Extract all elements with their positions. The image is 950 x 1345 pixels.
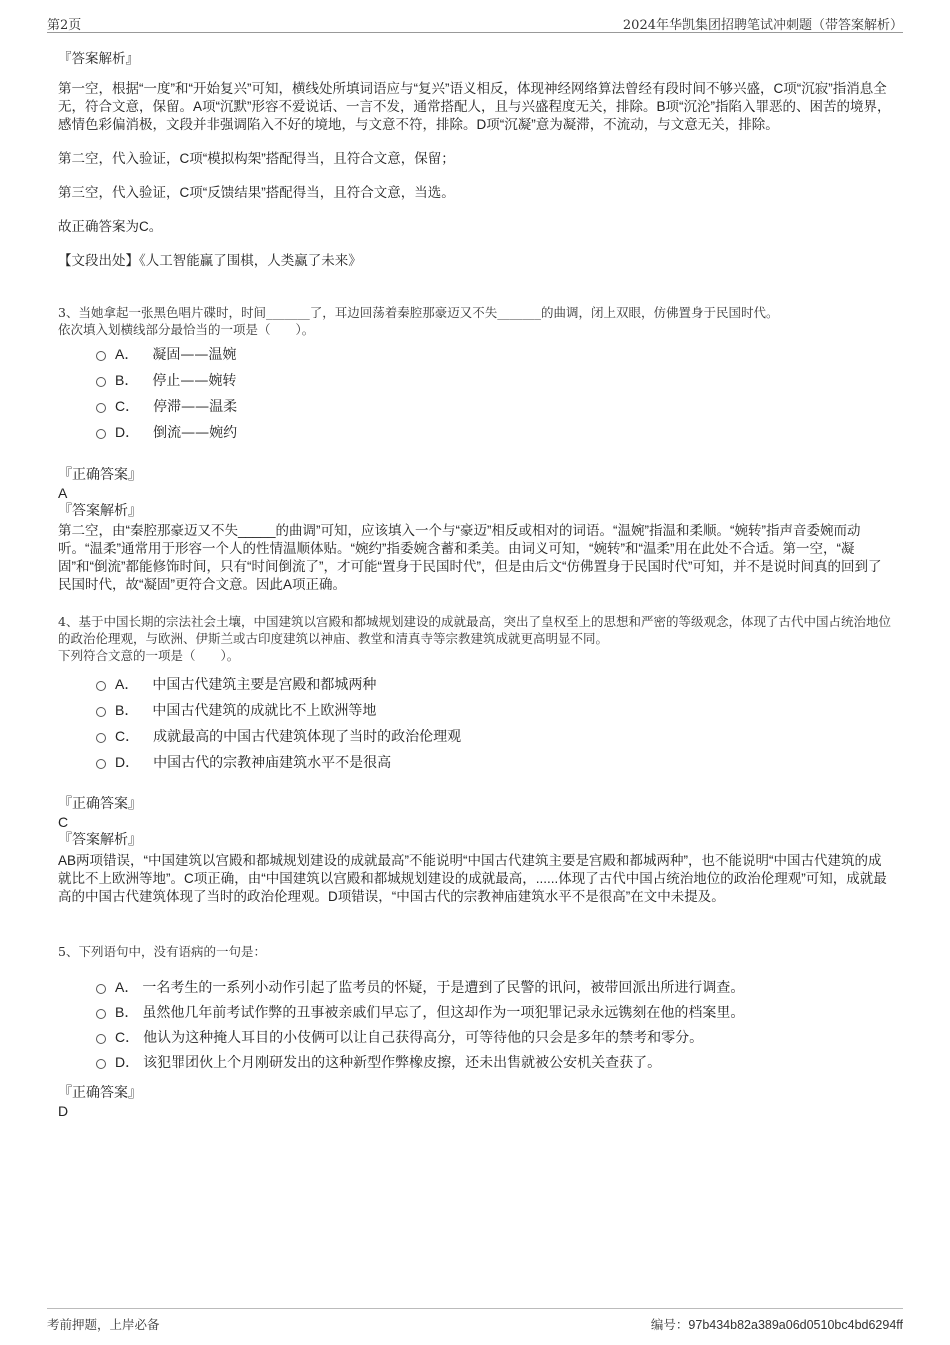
correct-answer: A	[58, 485, 68, 501]
document-title: 2024年华凯集团招聘笔试冲刺题（带答案解析）	[622, 18, 903, 33]
q4-option-d[interactable]: D． 中国古代的宗教神庙建筑水平不是很高	[96, 751, 391, 773]
q5-option-d[interactable]: D． 该犯罪团伙上个月刚研发出的这种新型作弊橡皮擦，还未出售就被公安机关查获了。	[96, 1051, 661, 1073]
page-header	[47, 12, 903, 33]
footer-slogan: 考前押题，上岸必备	[47, 1317, 160, 1332]
radio-button[interactable]	[96, 984, 106, 994]
text-source: 【文段出处】《人工智能赢了围棋，人类赢了未来》	[58, 253, 362, 268]
q4-option-b[interactable]: B． 中国古代建筑的成就比不上欧洲等地	[96, 699, 376, 721]
question-stem: 3、当她拿起一张黑色唱片碟时，时间_______了，耳边回荡着秦腔那豪迈又不失_______的曲调，闭上双眼，仿佛置身于民国时代。	[58, 305, 779, 320]
radio-button[interactable]	[96, 707, 106, 717]
question-5	[58, 943, 894, 960]
answer-analysis-label: 『答案解析』	[58, 503, 142, 519]
correct-answer-label: 『正确答案』	[58, 796, 142, 812]
question-prompt: 依次填入划横线部分最恰当的一项是（ ）。	[58, 322, 315, 337]
answer-analysis-label: 『答案解析』	[58, 832, 142, 848]
analysis-text: 第二空，由“秦腔那豪迈又不失_____的曲调”可知，应该填入一个与“豪迈”相反或相对的词语。“温婉”指温和柔顺。“婉转”指声音委婉而动听。“温柔”通常用于形容一个人的性情温顺体贴。“婉约”指委婉含蓄和柔美。由词义可知，“婉转”和“温柔”用在此处不合适。第一空，“凝固”和“倒流”都能修饰时间，只有“时间倒流了”，才可能“置身于民国时代”，但是由后文“仿佛置身于民国时代”可知，并不是说时间真的回到了民国时代，故“凝固”更符合文意。因此A项正确。	[58, 523, 882, 592]
q3-answer-block	[58, 466, 142, 520]
q3-option-b[interactable]: B． 停止——婉转	[96, 369, 236, 391]
analysis-paragraph-1: 第一空，根据“一度”和“开始复兴”可知，横线处所填词语应与“复兴”语义相反，体现神经网络算法曾经有段时间不够兴盛，C项“沉寂”指消息全无，符合文意，保留。A项“沉默”形容不爱说话、一言不发，通常搭配人，且与兴盛程度无关，排除。B项“沉沦”指陷入罪恶的、困苦的境界，感情色彩偏消极，文段并非强调陷入不好的境地，与文意不符，排除。D项“沉凝”意为凝滞，不流动，与文意无关，排除。	[58, 81, 891, 132]
q4-answer-block	[58, 795, 142, 849]
question-3	[58, 304, 894, 338]
q4-analysis	[58, 852, 894, 906]
question-prompt: 下列符合文意的一项是（ ）。	[58, 648, 240, 663]
question-stem: 5、下列语句中，没有语病的一句是：	[58, 944, 266, 959]
page-number: 第2页	[47, 18, 82, 33]
radio-button[interactable]	[96, 759, 106, 769]
q3-option-d[interactable]: D． 倒流——婉约	[96, 421, 237, 443]
radio-button[interactable]	[96, 429, 106, 439]
answer-analysis-label: 『答案解析』	[58, 51, 139, 67]
q5-option-a[interactable]: A． 一名考生的一系列小动作引起了监考员的怀疑，于是遭到了民警的讯问，被带回派出所进行调查。	[96, 976, 744, 998]
analysis-text: AB两项错误，“中国建筑以宫殿和都城规划建设的成就最高”不能说明“中国古代建筑主要是宫殿和都城两种”，也不能说明“中国古代建筑的成就比不上欧洲等地”。C项正确，由“中国建筑以宫殿和都城规划建设的成就最高，......体现了古代中国占统治地位的政治伦理观”可知，成就最高的中国古代建筑体现了当时的政治伦理观。D项错误，“中国古代的宗教神庙建筑水平不是很高”在文中未提及。	[58, 853, 887, 904]
radio-button[interactable]	[96, 403, 106, 413]
q5-option-b[interactable]: B． 虽然他几年前考试作弊的丑事被亲戚们早忘了，但这却作为一项犯罪记录永远镌刻在他的档案里。	[96, 1001, 744, 1023]
correct-answer: C	[58, 814, 69, 830]
radio-button[interactable]	[96, 1034, 106, 1044]
q5-answer-block	[58, 1084, 142, 1120]
radio-button[interactable]	[96, 1059, 106, 1069]
radio-button[interactable]	[96, 681, 106, 691]
document-code: 编号：97b434b82a389a06d0510bc4bd6294ff	[650, 1317, 903, 1332]
page-footer	[47, 1308, 903, 1333]
correct-answer-label: 『正确答案』	[58, 467, 142, 483]
radio-button[interactable]	[96, 1009, 106, 1019]
intro-analysis	[58, 50, 894, 270]
analysis-paragraph-3: 第三空，代入验证，C项“反馈结果”搭配得当，且符合文意，当选。	[58, 185, 455, 200]
q3-option-a[interactable]: A． 凝固——温婉	[96, 343, 236, 365]
question-4	[58, 613, 894, 664]
question-stem: 4、基于中国长期的宗法社会土壤，中国建筑以宫殿和都城规划建设的成就最高，突出了皇权至上的思想和严密的等级观念，体现了古代中国占统治地位的政治伦理观，与欧洲、伊斯兰或古印度建筑以神庙、教堂和清真寺等宗教建筑成就更高明显不同。	[58, 614, 891, 646]
correct-answer-label: 『正确答案』	[58, 1085, 142, 1101]
radio-button[interactable]	[96, 733, 106, 743]
q3-analysis	[58, 522, 894, 594]
correct-answer: D	[58, 1103, 69, 1119]
analysis-conclusion: 故正确答案为C。	[58, 219, 163, 234]
q3-option-c[interactable]: C． 停滞——温柔	[96, 395, 237, 417]
analysis-paragraph-2: 第二空，代入验证，C项“模拟构架”搭配得当，且符合文意，保留；	[58, 151, 455, 166]
radio-button[interactable]	[96, 377, 106, 387]
q5-option-c[interactable]: C． 他认为这种掩人耳目的小伎俩可以让自己获得高分，可等待他的只会是多年的禁考和零分。	[96, 1026, 703, 1048]
q4-option-a[interactable]: A． 中国古代建筑主要是宫殿和都城两种	[96, 673, 376, 695]
radio-button[interactable]	[96, 351, 106, 361]
q4-option-c[interactable]: C． 成就最高的中国古代建筑体现了当时的政治伦理观	[96, 725, 461, 747]
